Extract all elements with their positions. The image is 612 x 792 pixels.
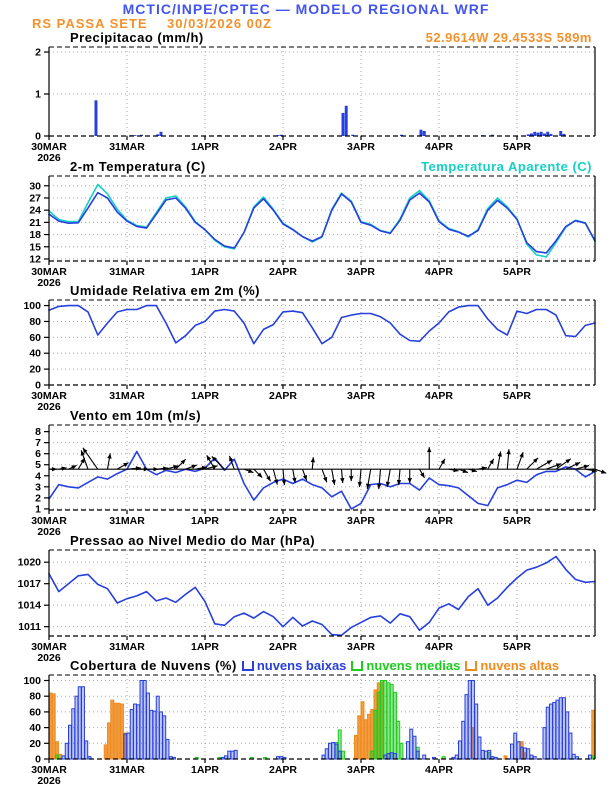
svg-text:5APR: 5APR	[502, 266, 532, 278]
cloud-series	[49, 680, 595, 759]
temp-grid	[49, 176, 595, 261]
svg-text:30MAR: 30MAR	[31, 390, 67, 402]
svg-text:3APR: 3APR	[346, 764, 376, 776]
svg-text:0: 0	[35, 753, 41, 766]
svg-text:3: 3	[35, 481, 41, 494]
cloud-cover-title: Cobertura de Nuvens (%)	[70, 658, 237, 673]
svg-text:1017: 1017	[17, 578, 41, 591]
svg-text:60: 60	[29, 331, 41, 344]
cloud-panel	[23, 675, 595, 787]
pres-series	[49, 557, 595, 636]
wind-y-axis	[35, 426, 49, 515]
temperature-title: 2-m Temperatura (C)	[70, 159, 206, 174]
svg-text:1APR: 1APR	[190, 390, 220, 402]
svg-text:1APR: 1APR	[190, 641, 220, 653]
svg-text:1014: 1014	[17, 599, 41, 612]
nuvens-altas-label: nuvens altas	[480, 658, 560, 673]
svg-text:0: 0	[35, 130, 41, 143]
pres-y-axis	[18, 557, 49, 634]
svg-text:5APR: 5APR	[502, 515, 532, 527]
svg-text:5APR: 5APR	[502, 390, 532, 402]
hum-x-axis	[31, 385, 531, 413]
svg-text:8: 8	[35, 426, 41, 439]
svg-text:2APR: 2APR	[268, 515, 298, 527]
svg-text:3APR: 3APR	[346, 515, 376, 527]
wind-frame	[49, 425, 595, 510]
svg-text:0: 0	[35, 379, 41, 392]
precip-y-axis	[35, 47, 49, 143]
svg-text:21: 21	[29, 216, 41, 229]
svg-text:2026: 2026	[37, 652, 61, 664]
svg-text:30MAR: 30MAR	[31, 641, 67, 653]
hum-panel	[23, 300, 595, 413]
svg-text:20: 20	[29, 737, 41, 750]
svg-text:15: 15	[29, 241, 41, 254]
wind-direction-arrows	[49, 447, 606, 489]
app-title: MCTIC/INPE/CPTEC — MODELO REGIONAL WRF	[122, 1, 490, 17]
svg-text:40: 40	[29, 722, 41, 735]
svg-text:1: 1	[35, 503, 41, 516]
nuvens-medias-label: nuvens medias	[366, 658, 461, 673]
svg-text:31MAR: 31MAR	[109, 141, 145, 153]
svg-text:4APR: 4APR	[424, 390, 454, 402]
svg-text:20: 20	[29, 363, 41, 376]
svg-text:100: 100	[23, 674, 41, 687]
svg-text:31MAR: 31MAR	[109, 764, 145, 776]
temp-x-axis	[31, 261, 531, 289]
svg-text:5APR: 5APR	[502, 641, 532, 653]
hum-series	[49, 306, 595, 344]
svg-text:80: 80	[29, 315, 41, 328]
svg-text:60: 60	[29, 706, 41, 719]
precipitation-title: Precipitacao (mm/h)	[70, 30, 204, 45]
svg-text:27: 27	[29, 192, 41, 205]
svg-text:3APR: 3APR	[346, 266, 376, 278]
svg-text:2APR: 2APR	[268, 390, 298, 402]
svg-text:1APR: 1APR	[190, 266, 220, 278]
svg-text:4: 4	[35, 470, 41, 483]
precip-panel	[31, 47, 595, 164]
precip-frame	[49, 47, 595, 136]
svg-text:31MAR: 31MAR	[109, 266, 145, 278]
svg-text:3APR: 3APR	[346, 390, 376, 402]
svg-text:2: 2	[35, 46, 41, 59]
svg-text:24: 24	[29, 204, 41, 217]
temp-y-axis	[29, 180, 49, 265]
svg-text:6: 6	[35, 448, 41, 461]
svg-text:4APR: 4APR	[424, 641, 454, 653]
wind-grid	[49, 425, 595, 510]
cloud-x-axis	[31, 759, 531, 787]
svg-text:30MAR: 30MAR	[31, 515, 67, 527]
pres-x-axis	[31, 636, 531, 664]
svg-text:3APR: 3APR	[346, 641, 376, 653]
svg-text:2026: 2026	[37, 401, 61, 413]
svg-text:40: 40	[29, 347, 41, 360]
svg-text:2026: 2026	[37, 277, 61, 289]
svg-text:3APR: 3APR	[346, 141, 376, 153]
svg-text:31MAR: 31MAR	[109, 641, 145, 653]
svg-text:30: 30	[29, 180, 41, 193]
precip-grid	[49, 47, 595, 136]
temp-panel	[29, 176, 595, 289]
wind-series	[49, 452, 595, 509]
svg-text:2: 2	[35, 492, 41, 505]
svg-text:2APR: 2APR	[268, 141, 298, 153]
svg-text:2APR: 2APR	[268, 764, 298, 776]
svg-text:4APR: 4APR	[424, 515, 454, 527]
wind-x-axis	[31, 510, 531, 538]
svg-text:1APR: 1APR	[190, 764, 220, 776]
cloud-y-axis	[23, 675, 49, 766]
station-name: RS PASSA SETE	[32, 16, 148, 31]
svg-text:4APR: 4APR	[424, 266, 454, 278]
temp-series	[49, 185, 595, 257]
svg-text:1020: 1020	[17, 556, 41, 569]
pres-panel	[18, 550, 595, 664]
precip-x-axis	[31, 136, 531, 164]
svg-text:30MAR: 30MAR	[31, 141, 67, 153]
station-coordinates: 52.9614W 29.4533S 589m	[425, 30, 592, 45]
svg-text:5: 5	[35, 459, 41, 472]
pres-frame	[49, 550, 595, 636]
svg-text:1APR: 1APR	[190, 141, 220, 153]
svg-text:7: 7	[35, 437, 41, 450]
temp-frame	[49, 176, 595, 261]
svg-text:2026: 2026	[37, 526, 61, 538]
svg-text:1011: 1011	[18, 621, 41, 634]
wind-panel	[31, 425, 606, 538]
wind-title: Vento em 10m (m/s)	[70, 408, 202, 423]
cloud-series-nuvens-baixas	[62, 680, 591, 759]
svg-text:31MAR: 31MAR	[109, 390, 145, 402]
hum-y-axis	[23, 300, 49, 391]
svg-text:30MAR: 30MAR	[31, 266, 67, 278]
nuvens-baixas-label: nuvens baixas	[256, 658, 347, 673]
pressure-title: Pressao ao Nivel Medio do Mar (hPa)	[70, 533, 316, 548]
apparent-temperature-legend: Temperatura Aparente (C)	[421, 159, 592, 174]
svg-text:2026: 2026	[37, 152, 61, 164]
svg-text:2APR: 2APR	[268, 266, 298, 278]
svg-text:31MAR: 31MAR	[109, 515, 145, 527]
svg-text:80: 80	[29, 690, 41, 703]
svg-text:1: 1	[35, 88, 41, 101]
svg-text:4APR: 4APR	[424, 764, 454, 776]
svg-text:100: 100	[23, 300, 41, 313]
svg-text:5APR: 5APR	[502, 764, 532, 776]
svg-text:18: 18	[29, 229, 41, 242]
pres-grid	[49, 550, 595, 636]
humidity-title: Umidade Relativa em 2m (%)	[70, 283, 261, 298]
svg-text:5APR: 5APR	[502, 141, 532, 153]
svg-text:2026: 2026	[37, 775, 61, 787]
svg-text:12: 12	[29, 253, 41, 266]
svg-text:4APR: 4APR	[424, 141, 454, 153]
precip-series	[95, 100, 566, 136]
svg-text:30MAR: 30MAR	[31, 764, 67, 776]
svg-text:2APR: 2APR	[268, 641, 298, 653]
svg-text:1APR: 1APR	[190, 515, 220, 527]
run-datetime: 30/03/2026 00Z	[167, 16, 273, 31]
